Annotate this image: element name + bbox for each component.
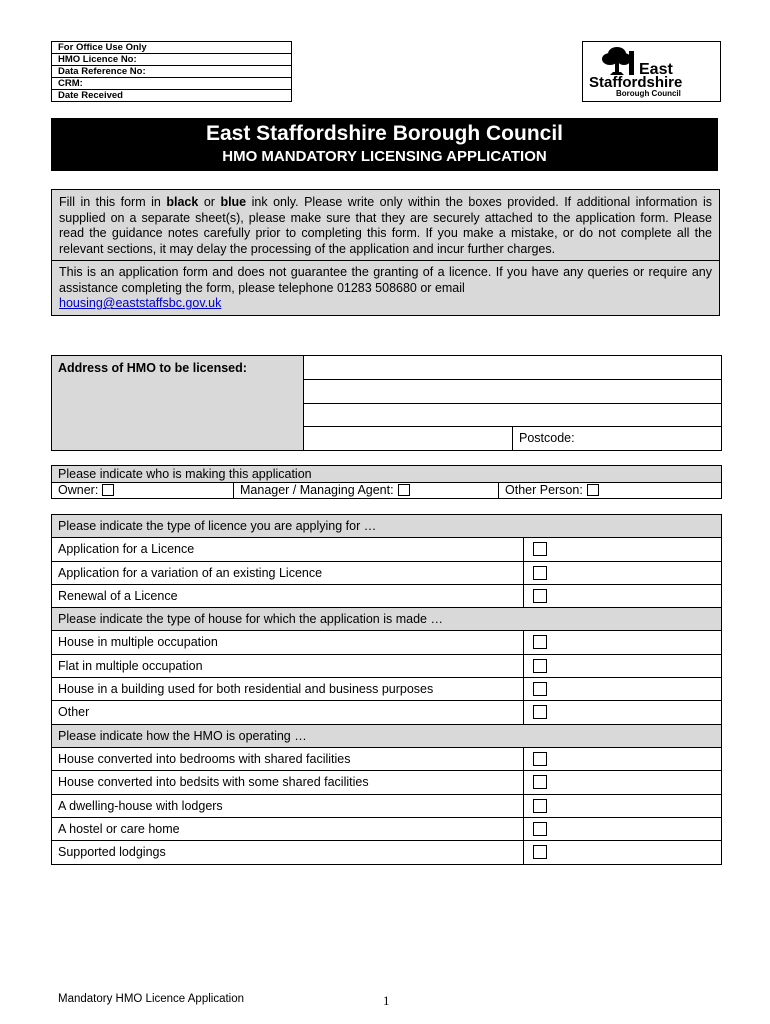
email-link[interactable]: housing@eaststaffsbc.gov.uk	[59, 296, 222, 311]
page-subtitle: HMO MANDATORY LICENSING APPLICATION	[222, 148, 547, 165]
address-section	[51, 355, 722, 451]
option-label: House converted into bedrooms with shared facilities	[52, 748, 524, 770]
address-line-4-field[interactable]	[304, 427, 513, 450]
operating-header: Please indicate how the HMO is operating …	[58, 728, 307, 743]
table-row	[52, 701, 721, 724]
option-label: Supported lodgings	[52, 841, 524, 864]
bedrooms-checkbox[interactable]	[533, 752, 547, 766]
table-row	[52, 678, 721, 701]
new-licence-checkbox[interactable]	[533, 542, 547, 556]
applicant-section	[51, 465, 722, 499]
other-person-label: Other Person:	[505, 483, 583, 497]
manager-option	[234, 483, 499, 498]
house-header: Please indicate the type of house for which the application is made …	[58, 612, 443, 627]
table-row	[52, 538, 721, 561]
logo-line3: Borough Council	[616, 89, 681, 98]
owner-label: Owner:	[58, 483, 99, 497]
option-label: House in multiple occupation	[52, 631, 524, 653]
office-use-box	[51, 41, 292, 102]
other-person-option	[499, 483, 599, 498]
variation-checkbox[interactable]	[533, 566, 547, 580]
table-row	[52, 748, 721, 771]
postcode-field[interactable]	[513, 427, 581, 450]
option-label: Renewal of a Licence	[52, 585, 524, 607]
data-reference-no-label: Data Reference No:	[52, 66, 291, 78]
logo-line1: East	[639, 61, 673, 78]
footer-label: Mandatory HMO Licence Application	[58, 993, 245, 1005]
title-banner	[51, 118, 718, 171]
table-row	[52, 655, 721, 678]
contact-text: This is an application form and does not guarantee the granting of a licence. If you have any queries or require any assistance completing the form, please telephone 01283 508680 or email	[59, 264, 712, 295]
bedsits-checkbox[interactable]	[533, 775, 547, 789]
option-label: House in a building used for both residential and business purposes	[52, 678, 524, 700]
owner-option	[52, 483, 234, 498]
lodgers-checkbox[interactable]	[533, 799, 547, 813]
option-label: A dwelling-house with lodgers	[52, 795, 524, 817]
option-label: House converted into bedsits with some shared facilities	[52, 771, 524, 793]
table-row	[52, 771, 721, 794]
other-house-checkbox[interactable]	[533, 705, 547, 719]
renewal-checkbox[interactable]	[533, 589, 547, 603]
operating-header-row	[52, 725, 721, 748]
other-person-checkbox[interactable]	[587, 484, 599, 496]
manager-checkbox[interactable]	[398, 484, 410, 496]
owner-checkbox[interactable]	[102, 484, 114, 496]
address-line-2-field[interactable]	[304, 380, 721, 404]
licence-type-table	[51, 514, 722, 865]
option-label: Other	[52, 701, 524, 723]
licence-header-row	[52, 515, 721, 538]
postcode-label: Postcode:	[519, 431, 575, 446]
intro-text-b: ink only. Please write only within the boxes provided. If additional information is supplied on a separate sheet(s), please make sure that they are securely attached to the application form. Please read the guidance notes carefully prior to completing this form. If you make a mistake, or do not complete all the relevant sections, it may delay the processing of the application and incur further charges.	[59, 195, 712, 257]
table-row	[52, 562, 721, 585]
instructions-paragraph	[52, 190, 719, 260]
table-row	[52, 818, 721, 841]
option-label: A hostel or care home	[52, 818, 524, 840]
page-title: East Staffordshire Borough Council	[205, 122, 564, 145]
house-header-row	[52, 608, 721, 631]
manager-label: Manager / Managing Agent:	[240, 483, 394, 497]
address-label: Address of HMO to be licensed:	[52, 356, 304, 450]
logo-line2: Staffordshire	[589, 74, 683, 91]
office-use-title: For Office Use Only	[52, 42, 291, 54]
intro-text-a: Fill in this form in	[59, 195, 167, 209]
instructions-box	[51, 189, 720, 316]
crm-label: CRM:	[52, 78, 291, 90]
tree-icon	[583, 42, 720, 101]
intro-or: or	[198, 195, 221, 209]
contact-paragraph	[52, 260, 719, 315]
table-row	[52, 841, 721, 864]
mixed-use-checkbox[interactable]	[533, 682, 547, 696]
address-line-3-field[interactable]	[304, 404, 721, 428]
option-label: Application for a Licence	[52, 538, 524, 560]
hmo-house-checkbox[interactable]	[533, 635, 547, 649]
supported-lodgings-checkbox[interactable]	[533, 845, 547, 859]
address-line-1-field[interactable]	[304, 356, 721, 380]
flat-checkbox[interactable]	[533, 659, 547, 673]
option-label: Application for a variation of an existing Licence	[52, 562, 524, 584]
licence-header: Please indicate the type of licence you are applying for …	[58, 519, 377, 533]
page-number: 1	[383, 993, 390, 1008]
applicant-header: Please indicate who is making this application	[52, 466, 721, 483]
option-label: Flat in multiple occupation	[52, 655, 524, 677]
table-row	[52, 795, 721, 818]
table-row	[52, 631, 721, 654]
hostel-checkbox[interactable]	[533, 822, 547, 836]
intro-black: black	[166, 195, 199, 209]
council-logo	[582, 41, 721, 102]
intro-blue: blue	[220, 195, 247, 209]
hmo-licence-no-label: HMO Licence No:	[52, 54, 291, 66]
table-row	[52, 585, 721, 608]
date-received-label: Date Received	[58, 90, 123, 101]
